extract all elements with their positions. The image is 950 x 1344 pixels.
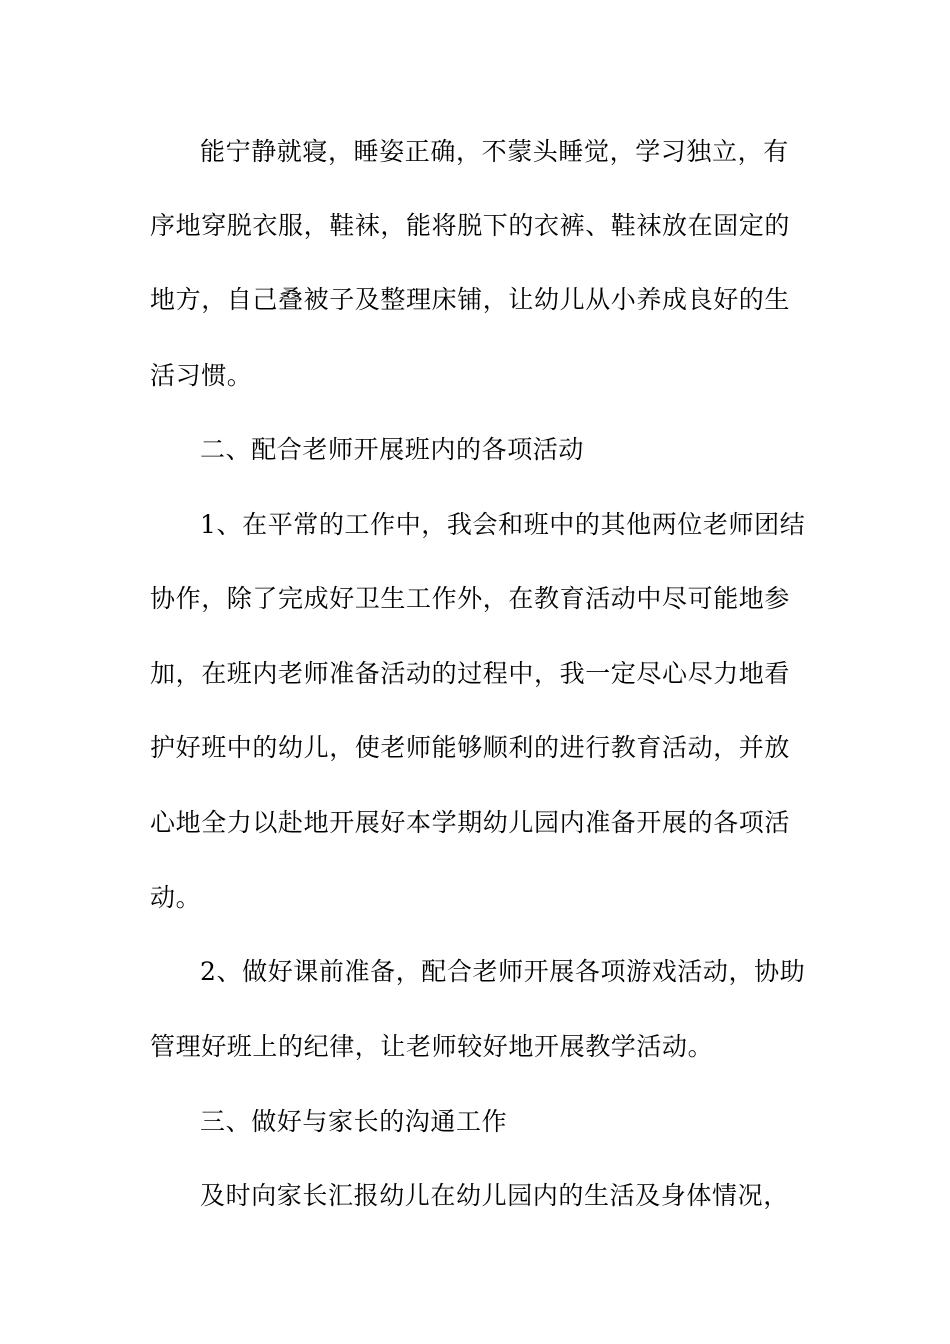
paragraph-line: 及时向家长汇报幼儿在幼儿园内的生活及身体情况， (200, 1181, 789, 1210)
paragraph-line: 管理好班上的纪律，让老师较好地开展教学活动。 (150, 1032, 714, 1061)
paragraph-line: 1、在平常的工作中，我会和班中的其他两位老师团结 (200, 510, 806, 539)
paragraph-line: 2、做好课前准备，配合老师开展各项游戏活动，协助 (200, 957, 806, 986)
paragraph-line: 动。 (150, 883, 202, 912)
paragraph-line: 序地穿脱衣服，鞋袜，能将脱下的衣裤、鞋袜放在固定的 (150, 211, 791, 240)
paragraph-line: 心地全力以赴地开展好本学期幼儿园内准备开展的各项活 (150, 808, 791, 837)
paragraph-line: 护好班中的幼儿，使老师能够顺利的进行教育活动，并放 (150, 733, 791, 762)
section-heading: 三、做好与家长的沟通工作 (200, 1107, 508, 1136)
paragraph-line: 能宁静就寝，睡姿正确，不蒙头睡觉，学习独立，有 (200, 137, 789, 166)
section-heading: 二、配合老师开展班内的各项活动 (200, 435, 585, 464)
paragraph-line: 地方，自己叠被子及整理床铺，让幼儿从小养成良好的生 (150, 285, 791, 314)
paragraph-line: 协作，除了完成好卫生工作外，在教育活动中尽可能地参 (150, 584, 791, 613)
paragraph-line: 加，在班内老师准备活动的过程中，我一定尽心尽力地看 (150, 659, 791, 688)
paragraph-line: 活习惯。 (150, 361, 253, 390)
